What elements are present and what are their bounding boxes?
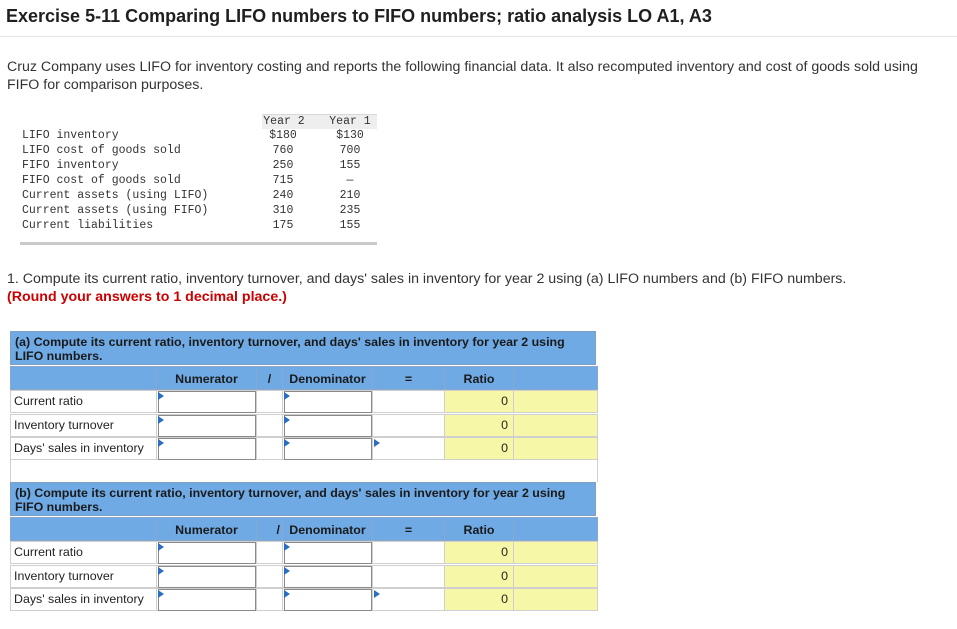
part-a-heading: (a) Compute its current ratio, inventory turnover, and days' sales in inventory for year 2 using LIFO numbers. (10, 331, 596, 365)
fin-row-year1: — (346, 174, 354, 187)
divide-cell (256, 390, 283, 413)
dropdown-arrow-icon[interactable] (284, 543, 290, 551)
fin-row-year2: 715 (272, 174, 294, 187)
equals-cell (372, 414, 445, 437)
equals-symbol: = (372, 517, 445, 541)
dropdown-arrow-icon[interactable] (284, 567, 290, 575)
fin-row-year1: 700 (339, 144, 361, 157)
question-prompt: 1. Compute its current ratio, inventory turnover, and days' sales in inventory for year 2 using (a) LIFO numbers and (b) FIFO numbers. (7, 271, 847, 287)
part-b-column-headers (10, 517, 598, 541)
numerator-input[interactable] (158, 391, 256, 413)
fin-row-year2: 240 (272, 189, 294, 202)
ratio-value: 0 (444, 414, 514, 437)
table-row (10, 414, 598, 437)
question-text (7, 270, 952, 306)
rounding-instruction: (Round your answers to 1 decimal place.) (7, 289, 287, 305)
denominator-input[interactable] (284, 415, 372, 437)
divide-cell (256, 588, 283, 611)
ratio-extra-cell (513, 541, 598, 564)
denominator-header: Denominator (282, 517, 373, 541)
dropdown-arrow-icon[interactable] (158, 567, 164, 575)
title-divider (0, 36, 957, 37)
numerator-cell (156, 390, 257, 413)
ratio-value: 0 (444, 390, 514, 413)
equals-cell (372, 588, 445, 611)
fin-row-year1: 155 (339, 159, 361, 172)
row-label: Current ratio (10, 390, 157, 413)
divide-cell (256, 541, 283, 564)
dropdown-arrow-icon[interactable] (284, 439, 290, 447)
numerator-cell (156, 541, 257, 564)
year1-header: Year 1 (329, 115, 371, 128)
denominator-cell (282, 565, 373, 588)
part-a-column-headers (10, 366, 598, 390)
blank-column-header (513, 517, 598, 541)
section-spacer (10, 460, 598, 482)
row-label: Days' sales in inventory (10, 437, 157, 460)
fin-row-year2: 310 (272, 204, 294, 217)
dropdown-arrow-icon[interactable] (284, 392, 290, 400)
divide-symbol: / (256, 366, 283, 390)
numerator-cell (156, 565, 257, 588)
ratio-header: Ratio (444, 366, 514, 390)
fin-row-label: Current liabilities (22, 219, 154, 232)
denominator-input[interactable] (284, 438, 372, 460)
table-row (10, 588, 598, 611)
fin-row-year1: $130 (336, 129, 364, 142)
fin-row-label: LIFO cost of goods sold (22, 144, 181, 157)
denominator-cell (282, 390, 373, 413)
fin-row-year2: 250 (272, 159, 294, 172)
financial-data-table (20, 114, 377, 246)
fin-row-label: FIFO cost of goods sold (22, 174, 181, 187)
denominator-header: Denominator (282, 366, 373, 390)
numerator-input[interactable] (158, 589, 256, 611)
ratio-extra-cell (513, 565, 598, 588)
denominator-input[interactable] (284, 589, 372, 611)
dropdown-arrow-icon[interactable] (374, 439, 380, 447)
ratio-value: 0 (444, 588, 514, 611)
table-row (10, 437, 598, 460)
fin-row-year2: $180 (269, 129, 297, 142)
fin-row-year1: 155 (339, 219, 361, 232)
row-label: Current ratio (10, 541, 157, 564)
dropdown-arrow-icon[interactable] (158, 392, 164, 400)
denominator-cell (282, 437, 373, 460)
dropdown-arrow-icon[interactable] (284, 590, 290, 598)
dropdown-arrow-icon[interactable] (158, 543, 164, 551)
fin-row-label: LIFO inventory (22, 129, 119, 142)
exercise-title: Exercise 5-11 Comparing LIFO numbers to FIFO numbers; ratio analysis LO A1, A3 (6, 6, 712, 26)
ratio-header: Ratio (444, 517, 514, 541)
part-b-heading: (b) Compute its current ratio, inventory turnover, and days' sales in inventory for year 2 using FIFO numbers. (10, 482, 596, 516)
ratio-extra-cell (513, 414, 598, 437)
numerator-input[interactable] (158, 415, 256, 437)
numerator-cell (156, 588, 257, 611)
fin-row-label: FIFO inventory (22, 159, 119, 172)
intro-paragraph: Cruz Company uses LIFO for inventory costing and reports the following financial data. It also recomputed inventory and cost of goods sold using FIFO for comparison purposes. (7, 59, 918, 93)
fin-row-label: Current assets (using LIFO) (22, 189, 209, 202)
numerator-cell (156, 414, 257, 437)
divide-cell (256, 437, 283, 460)
dropdown-arrow-icon[interactable] (158, 439, 164, 447)
fin-row-year1: 235 (339, 204, 361, 217)
ratio-extra-cell (513, 437, 598, 460)
dropdown-arrow-icon[interactable] (158, 590, 164, 598)
equals-symbol: = (372, 366, 445, 390)
equals-cell (372, 437, 445, 460)
divide-cell (256, 414, 283, 437)
numerator-input[interactable] (158, 542, 256, 564)
dropdown-arrow-icon[interactable] (158, 416, 164, 424)
ratio-value: 0 (444, 437, 514, 460)
blank-column-header (513, 366, 598, 390)
dropdown-arrow-icon[interactable] (284, 416, 290, 424)
row-label: Inventory turnover (10, 565, 157, 588)
divide-symbol: / (256, 517, 283, 541)
denominator-cell (282, 541, 373, 564)
denominator-input[interactable] (284, 566, 372, 588)
table-row (10, 541, 598, 564)
numerator-cell (156, 437, 257, 460)
fin-row-year1: 210 (339, 189, 361, 202)
fin-row-label: Current assets (using FIFO) (22, 204, 209, 217)
denominator-cell (282, 414, 373, 437)
ratio-value: 0 (444, 541, 514, 564)
divide-cell (256, 565, 283, 588)
ratio-extra-cell (513, 588, 598, 611)
year2-header: Year 2 (263, 115, 305, 128)
ratio-value: 0 (444, 565, 514, 588)
fin-row-year2: 175 (272, 219, 294, 232)
denominator-input[interactable] (284, 542, 372, 564)
numerator-header: Numerator (156, 517, 257, 541)
equals-cell (372, 390, 445, 413)
table-row (10, 565, 598, 588)
numerator-input[interactable] (158, 566, 256, 588)
numerator-header: Numerator (156, 366, 257, 390)
fin-row-year2: 760 (272, 144, 294, 157)
table-bottom-rule (20, 242, 377, 245)
table-row (10, 390, 598, 413)
denominator-cell (282, 588, 373, 611)
ratio-extra-cell (513, 390, 598, 413)
equals-cell (372, 565, 445, 588)
denominator-input[interactable] (284, 391, 372, 413)
label-column-header (10, 366, 157, 390)
equals-cell (372, 541, 445, 564)
dropdown-arrow-icon[interactable] (374, 590, 380, 598)
row-label: Inventory turnover (10, 414, 157, 437)
label-column-header (10, 517, 157, 541)
row-label: Days' sales in inventory (10, 588, 157, 611)
numerator-input[interactable] (158, 438, 256, 460)
